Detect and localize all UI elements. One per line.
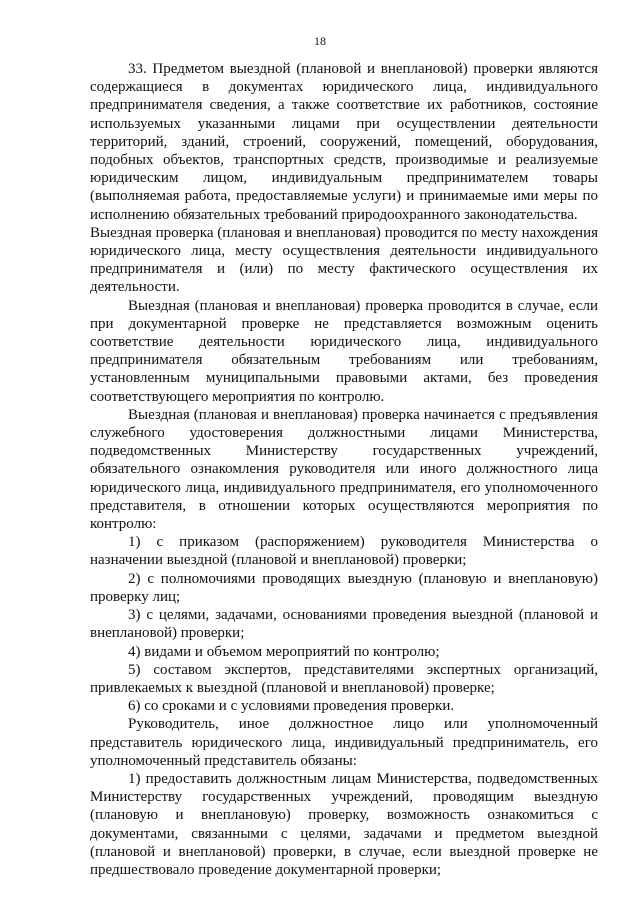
list-item-5-experts: 5) составом экспертов, представителями экспертных организаций, привлекаемых к выездной (плановой и внеплановой) проверке; [90, 661, 598, 696]
obligation-item-1-provide: 1) предоставить должностным лицам Министерства, подведомственных Министерству государственных учреждений, проводящим выездную (плановую и внеплановую) проверку, возможность ознакомиться с документами, связанными с целями, задачами и предметом выездной (плановой и внеплановой) проверки, в случае, если выездной проверке не предшествовало проведение документарной проверки; [90, 770, 598, 878]
paragraph-item-33-subject: 33. Предметом выездной (плановой и внеплановой) проверки являются содержащиеся в документах юридического лица, индивидуального предпринимателя сведения, а также соответствие их работников, состояние используемых указанными лицами при осуществлении деятельности территорий, зданий, строений, сооружений, помещений, оборудования, подобных объектов, транспортных средств, производимые и реализуемые юридическим лицом, индивидуальным предпринимателем товары (выполняемая работа, предоставляемые услуги) и принимаемые ими меры по исполнению обязательных требований природоохранного законодательства. [90, 61, 598, 223]
list-item-2-powers: 2) с полномочиями проводящих выездную (плановую и внеплановую) проверку лиц; [90, 570, 598, 605]
list-item-1-order: 1) с приказом (распоряжением) руководителя Министерства о назначении выездной (плановой и внеплановой) проверки; [90, 534, 598, 569]
paragraph-inspection-start: Выездная (плановая и внеплановая) проверка начинается с предъявления служебного удостоверения должностными лицами Министерства, подведомственных Министерству государственных учреждений, обязательного ознакомления руководителя или иного должностного лица юридического лица, индивидуального предпринимателя, его уполномоченного представителя, в отношении которых осуществляются мероприятия по контролю: [90, 406, 598, 533]
paragraph-inspection-conditions: Выездная (плановая и внеплановая) проверка проводится в случае, если при документарной проверке не представляется возможным оценить соответствие деятельности юридического лица, индивидуального предпринимателя обязательным требованиям или требованиям, установленным муниципальными правовыми актами, без проведения соответствующего мероприятия по контролю. [90, 297, 598, 405]
paragraph-obligations: Руководитель, иное должностное лицо или уполномоченный представитель юридического лица, индивидуальный предприниматель, его уполномоченный представитель обязаны: [90, 716, 598, 769]
list-item-3-goals: 3) с целями, задачами, основаниями проведения выездной (плановой и внеплановой) проверки; [90, 607, 598, 642]
paragraph-inspection-location: Выездная проверка (плановая и внеплановая) проводится по месту нахождения юридического лица, месту осуществления деятельности индивидуального предпринимателя и (или) по месту фактического осуществления их деятельности. [90, 224, 598, 296]
list-item-4-scope: 4) видами и объемом мероприятий по контролю; [128, 643, 440, 660]
page-number: 18 [314, 34, 326, 48]
document-body [90, 60, 598, 879]
list-item-6-terms: 6) со сроками и с условиями проведения проверки. [128, 698, 455, 715]
